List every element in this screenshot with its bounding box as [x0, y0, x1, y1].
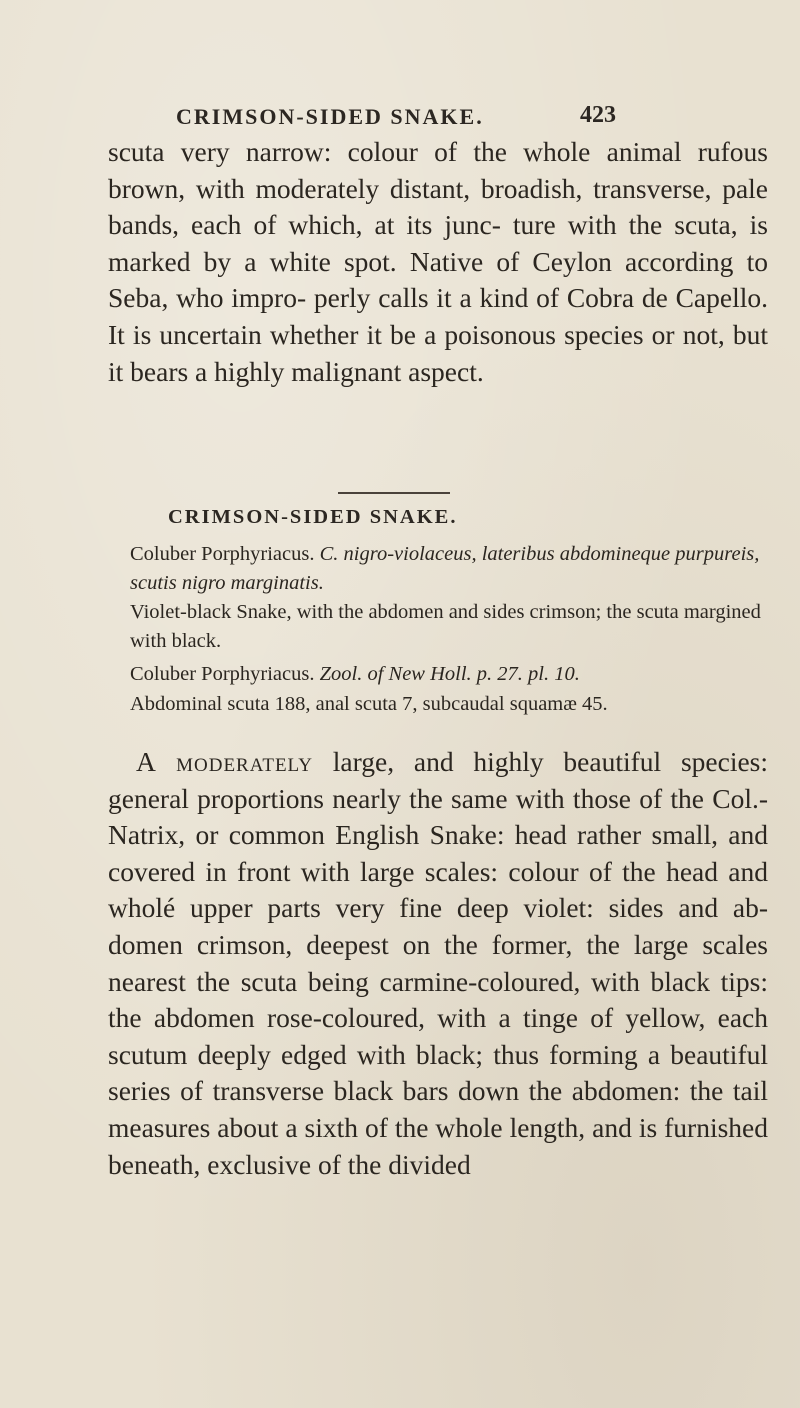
- section-title: CRIMSON-SIDED SNAKE.: [168, 506, 458, 528]
- reference-name: Coluber Porphyriacus.: [130, 663, 315, 685]
- latin-name: Coluber Porphyriacus.: [130, 543, 315, 565]
- description-paragraph: [108, 744, 768, 1183]
- section-divider: [338, 492, 450, 494]
- page-number: 423: [580, 102, 616, 128]
- latin-diagnosis: C. nigro-violaceus, lateribus abdomineque purpureis, scutis nigro marginatis.: [130, 543, 760, 594]
- reference-source: Zool. of New Holl. p. 27. pl. 10.: [319, 663, 580, 685]
- paragraph-top: scuta very narrow: colour of the whole animal rufous brown, with moderately distant, broadish, transverse, pale bands, each of which, at its junc- ture with the scuta, is marked by a white spot. Native of Ceylon according to Seba, who impro- perly calls it a kind of Cobra de Capello. It is uncertain whether it be a poisonous species or not, but it bears a highly malignant aspect.: [108, 136, 768, 387]
- english-diagnosis: Violet-black Snake, with the abdomen and sides crimson; the scuta margined with black.: [130, 601, 761, 652]
- lead-word: A moderately: [136, 746, 313, 777]
- scale-counts: Abdominal scuta 188, anal scuta 7, subcaudal squamæ 45.: [130, 693, 608, 715]
- description-text: large, and highly beautiful species: general proportions nearly the same with those of the Col.- Natrix, or common English Snake: head rather small, and covered in front with large scales: colour of the head and wholé upper parts very fine deep violet: sides and ab- domen crimson, deepest on the former, the large scales nearest the scuta being carmine-coloured, with black tips: the abdomen rose-coloured, with a tinge of yellow, each scutum deeply edged with black; thus forming a beautiful series of transverse black bars down the abdomen: the tail measures about a sixth of the whole length, and is furnished beneath, exclusive of the divided: [108, 746, 769, 1180]
- latin-entry: [130, 540, 770, 598]
- reference-entry: [130, 660, 770, 689]
- running-head: CRIMSON-SIDED SNAKE.: [176, 104, 484, 129]
